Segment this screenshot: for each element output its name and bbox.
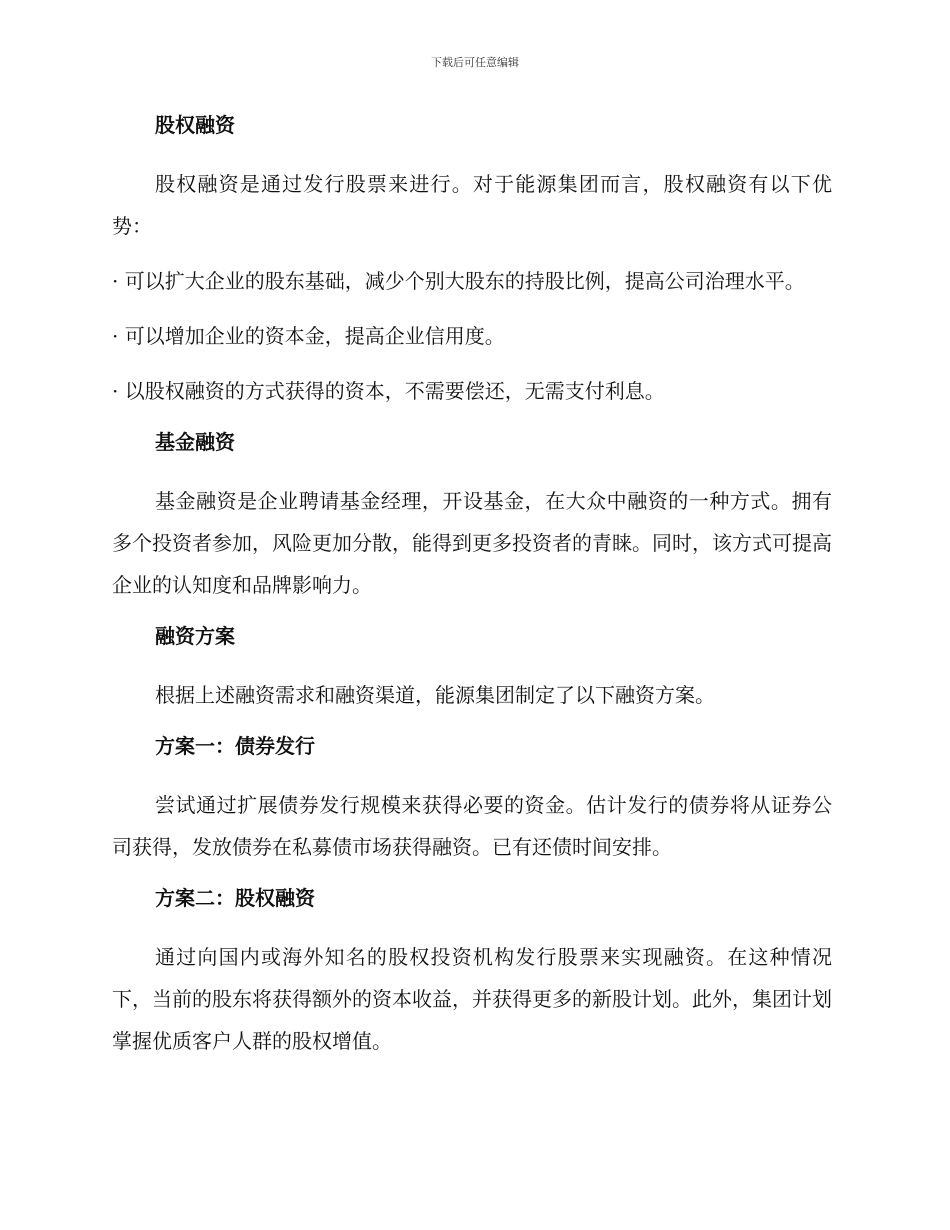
fund-paragraph: 基金融资是企业聘请基金经理，开设基金，在大众中融资的一种方式。拥有多个投资者参加，风险更加分散，能得到更多投资者的青睐。同时，该方式可提高企业的认知度和品牌影响力。 xyxy=(112,489,832,597)
equity-bullet-3: · 以股权融资的方式获得的资本，不需要偿还，无需支付利息。 xyxy=(112,379,665,403)
section-heading-equity: 股权融资 xyxy=(155,113,235,137)
plan1-paragraph: 尝试通过扩展债券发行规模来获得必要的资金。估计发行的债券将从证券公司获得，发放债券在私募债市场获得融资。已有还债时间安排。 xyxy=(112,793,832,859)
section-heading-fund: 基金融资 xyxy=(155,430,235,454)
equity-bullet-1: · 可以扩大企业的股东基础，减少个别大股东的持股比例，提高公司治理水平。 xyxy=(112,269,805,293)
plan2-paragraph: 通过向国内或海外知名的股权投资机构发行股票来实现融资。在这种情况下，当前的股东将获得额外的资本收益，并获得更多的新股计划。此外，集团计划掌握优质客户人群的股权增值。 xyxy=(112,945,832,1053)
plan-paragraph: 根据上述融资需求和融资渠道，能源集团制定了以下融资方案。 xyxy=(155,683,715,707)
document-body xyxy=(112,108,832,1075)
equity-intro-paragraph: 股权融资是通过发行股票来进行。对于能源集团而言，股权融资有以下优势： xyxy=(112,172,832,238)
equity-bullet-2: · 可以增加企业的资本金，提高企业信用度。 xyxy=(112,324,505,348)
section-heading-plan1: 方案一：债券发行 xyxy=(155,734,315,758)
section-heading-plan: 融资方案 xyxy=(155,624,235,648)
page-header: 下载后可任意编辑 xyxy=(431,56,519,69)
section-heading-plan2: 方案二：股权融资 xyxy=(155,886,315,910)
